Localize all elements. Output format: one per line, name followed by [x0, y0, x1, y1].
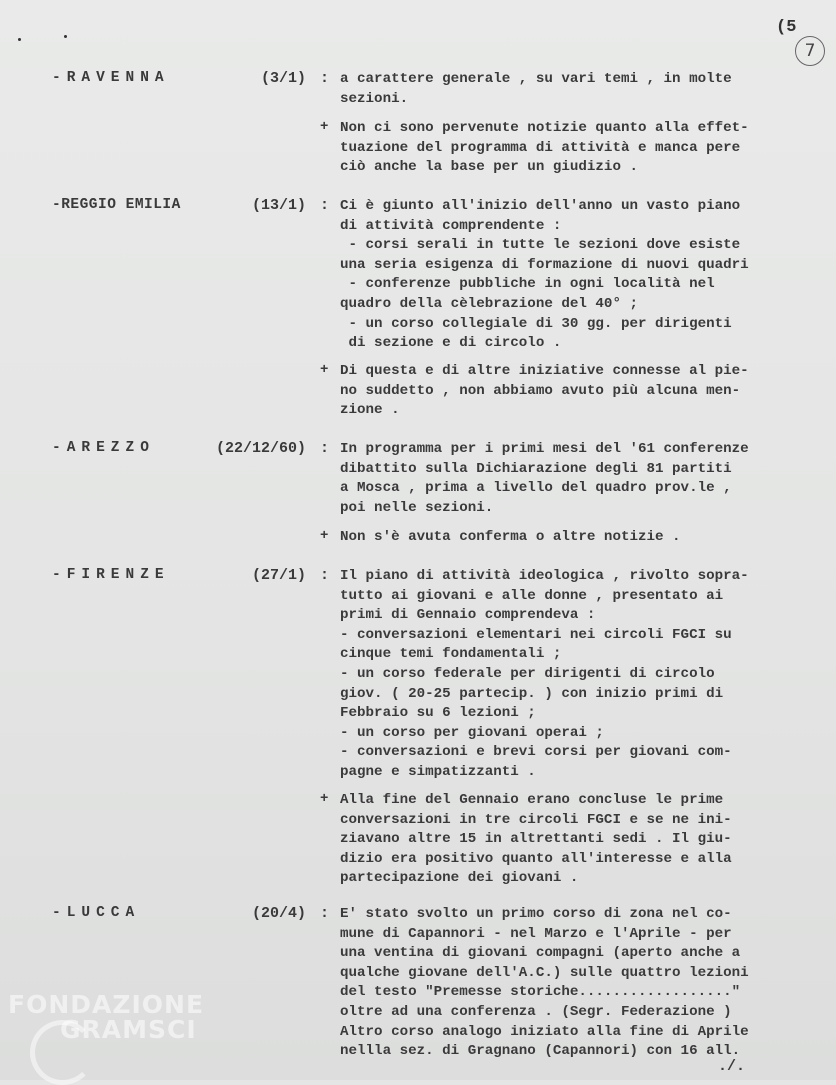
colon-mark: :	[320, 567, 330, 584]
watermark-line2: GRAMSCI	[60, 1015, 197, 1044]
note-marker: +	[320, 119, 329, 135]
city-name: -REGGIO EMILIA	[52, 197, 181, 213]
colon-mark: :	[320, 905, 330, 922]
entry-note: Non ci sono pervenute notizie quanto alla effet- tuazione del programma di attività e manca pere ciò anche la base per un giudizio .	[340, 120, 749, 176]
entry-date: (3/1)	[260, 70, 306, 87]
colon-mark: :	[320, 70, 330, 87]
note-marker: +	[320, 528, 329, 544]
city-name: -LUCCA	[52, 905, 141, 921]
ink-speck	[64, 35, 67, 38]
entry-body: a carattere generale , su vari temi , in molte sezioni.	[340, 71, 732, 107]
entry-date: (22/12/60)	[215, 440, 306, 457]
entry-note: Alla fine del Gennaio erano concluse le prime conversazioni in tre circoli FGCI e se ne ini- ziavano altre 15 in altrettanti sedi . Il giu- dizio era positivo quanto all'interesse e alla partecipazione dei giovani .	[340, 792, 732, 887]
entry-body: Il piano di attività ideologica , rivolto sopra- tutto ai giovani e alle donne , presentato ai primi di Gennaio comprendeva : - conversazioni elementari nei circoli FGCI su cinque temi fondamentali ; - un corso federale per dirigenti di circolo giov. ( 20-25 partecip. ) con inizio primi di Febbraio su 6 lezioni ; - un corso per giovani operai ; - conversazioni e brevi corsi per giovani com- pagne e simpatizzanti .	[340, 568, 749, 780]
entry-note: Non s'è avuta conferma o altre notizie .	[340, 529, 681, 545]
circled-number-text: 7	[804, 41, 816, 61]
entry-date: (27/1)	[251, 567, 306, 584]
ink-speck	[18, 38, 21, 41]
entry-body: E' stato svolto un primo corso di zona nel co- mune di Capannori - nel Marzo e l'Aprile - per una ventina di giovani compagni (aperto anche a qualche giovane dell'A.C.) sulle quattro lezioni del testo "Premesse storiche.................." oltre ad una conferenza . (Segr. Federazione ) Altro corso analogo iniziato alla fine di Aprile nellla sez. di Gragnano (Capannori) con 16 all.	[340, 906, 749, 1060]
entry-body: In programma per i primi mesi del '61 conferenze dibattito sulla Dichiarazione degli 81 partiti a Mosca , prima a livello del quadro prov.le , poi nelle sezioni.	[340, 441, 749, 516]
city-name: -RAVENNA	[52, 70, 170, 86]
entry-body: Ci è giunto all'inizio dell'anno un vasto piano di attività comprendente : - corsi serali in tutte le sezioni dove esiste una seria esigenza di formazione di nuovi quadri - conferenze pubbliche in ogni località nel quadro della cèlebrazione del 40° ; - un corso collegiale di 30 gg. per dirigenti di sezione e di circolo .	[340, 198, 749, 352]
circled-page-number	[795, 36, 825, 66]
note-marker: +	[320, 791, 329, 807]
entry-note: Di questa e di altre iniziative connesse al pie- no suddetto , non abbiamo avuto più alcuna men- zione .	[340, 363, 749, 419]
page-number: (5	[776, 18, 797, 37]
entry-date: (20/4)	[251, 905, 306, 922]
continuation-mark: ./.	[718, 1058, 746, 1075]
city-name: -AREZZO	[52, 440, 155, 456]
colon-mark: :	[320, 197, 330, 214]
note-marker: +	[320, 362, 329, 378]
city-name: -FIRENZE	[52, 567, 170, 583]
watermark-line1: FONDAZIONE	[8, 990, 205, 1019]
colon-mark: :	[320, 440, 330, 457]
entry-date: (13/1)	[251, 197, 306, 214]
